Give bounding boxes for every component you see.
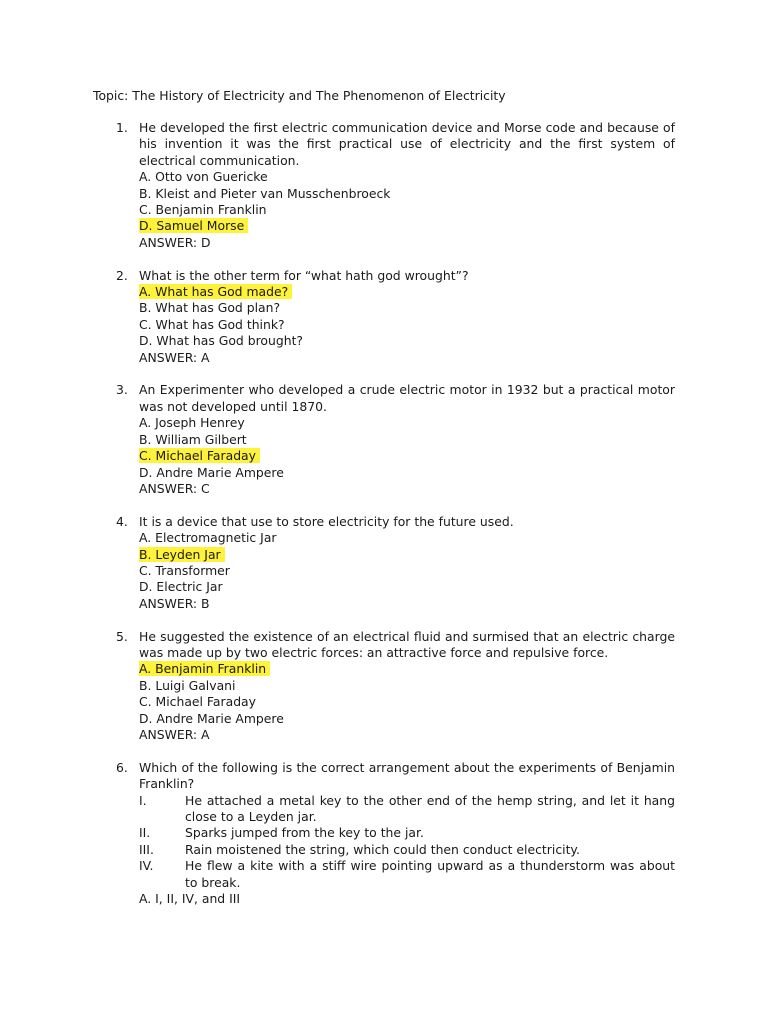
option-line [139,300,675,316]
question-body [139,629,675,744]
question-number: 4. [116,513,128,529]
question-list [0,120,768,924]
option-line [139,186,675,202]
statement-numeral: III. [139,841,154,857]
option-line [139,432,675,448]
option-line [139,169,675,185]
statement-numeral: II. [139,825,151,841]
option-line [139,284,675,300]
answer-option: C. Michael Faraday [139,694,256,710]
highlighted-answer-option: D. Samuel Morse [139,218,248,233]
statement-numeral: IV. [139,858,154,874]
answer-option: D. Andre Marie Ampere [139,710,284,726]
answer-key: ANSWER: C [139,480,210,496]
statement-text: He flew a kite with a stiff wire pointing upward as a thunderstorm was about to break. [185,858,675,890]
answer-option: B. What has God plan? [139,300,281,316]
option-line [139,547,675,563]
question-body [139,760,675,908]
answer-option: B. Kleist and Pieter van Musschenbroeck [139,185,391,201]
answer-option: A. Otto von Guericke [139,169,268,185]
question-item [0,760,768,908]
answer-key: ANSWER: A [139,726,210,742]
statement-item [139,842,675,858]
statement-text: He attached a metal key to the other end of the hemp string, and let it hang close to a Leyden jar. [185,792,675,824]
answer-option: A. Electromagnetic Jar [139,530,277,546]
question-text: Which of the following is the correct arrangement about the experiments of Benjamin Franklin? [139,759,675,792]
topic-heading: Topic: The History of Electricity and The Phenomenon of Electricity [93,88,506,103]
answer-option: C. What has God think? [139,316,285,332]
option-line [139,891,675,907]
answer-option: A. I, II, IV, and III [139,891,241,907]
statement-text: Sparks jumped from the key to the jar. [185,825,424,841]
question-text: He suggested the existence of an electrical fluid and surmised that an electric charge was made up by two electric forces: an attractive force and repulsive force. [139,628,675,660]
answer-key: ANSWER: A [139,349,210,365]
question-text: An Experimenter who developed a crude electric motor in 1932 but a practical motor was not developed until 1870. [139,382,675,414]
option-line [139,415,675,431]
answer-option: B. William Gilbert [139,431,247,447]
question-body [139,268,675,366]
answer-option: C. Transformer [139,562,230,578]
question-text: It is a device that use to store electricity for the future used. [139,513,514,529]
option-line [139,579,675,595]
option-line [139,563,675,579]
answer-option: C. Benjamin Franklin [139,202,267,218]
answer-option: D. Electric Jar [139,579,223,595]
question-item [0,268,768,366]
question-number: 2. [116,267,128,283]
statement-item [139,793,675,826]
question-number: 6. [116,759,128,775]
answer-key: ANSWER: D [139,234,211,250]
question-body [139,120,675,251]
option-line [139,333,675,349]
question-number: 5. [116,628,128,644]
option-line [139,317,675,333]
question-item [0,120,768,251]
answer-option: A. Joseph Henrey [139,415,245,431]
option-line [139,711,675,727]
question-body [139,382,675,497]
question-number: 1. [116,120,128,135]
question-text: He developed the first electric communication device and Morse code and because of his invention it was the first practical use of electricity and the first system of electrical communication. [139,120,675,168]
option-line [139,694,675,710]
option-line [139,202,675,218]
statement-item [139,858,675,891]
highlighted-answer-option: B. Leyden Jar [139,547,225,562]
option-line [139,448,675,464]
statement-numeral: I. [139,792,147,808]
question-item [0,382,768,497]
question-text: What is the other term for “what hath god wrought”? [139,267,469,283]
answer-key: ANSWER: B [139,595,210,611]
answer-option: D. What has God brought? [139,333,304,349]
statement-item [139,825,675,841]
highlighted-answer-option: A. What has God made? [139,284,292,299]
answer-option: B. Luigi Galvani [139,677,236,693]
question-item [0,514,768,612]
statement-text: Rain moistened the string, which could then conduct electricity. [185,841,580,857]
option-line [139,661,675,677]
option-line [139,530,675,546]
highlighted-answer-option: C. Michael Faraday [139,448,260,463]
question-item [0,629,768,744]
question-number: 3. [116,382,128,398]
option-line [139,218,675,234]
option-line [139,678,675,694]
question-body [139,514,675,612]
option-line [139,465,675,481]
highlighted-answer-option: A. Benjamin Franklin [139,661,270,676]
answer-option: D. Andre Marie Ampere [139,464,284,480]
